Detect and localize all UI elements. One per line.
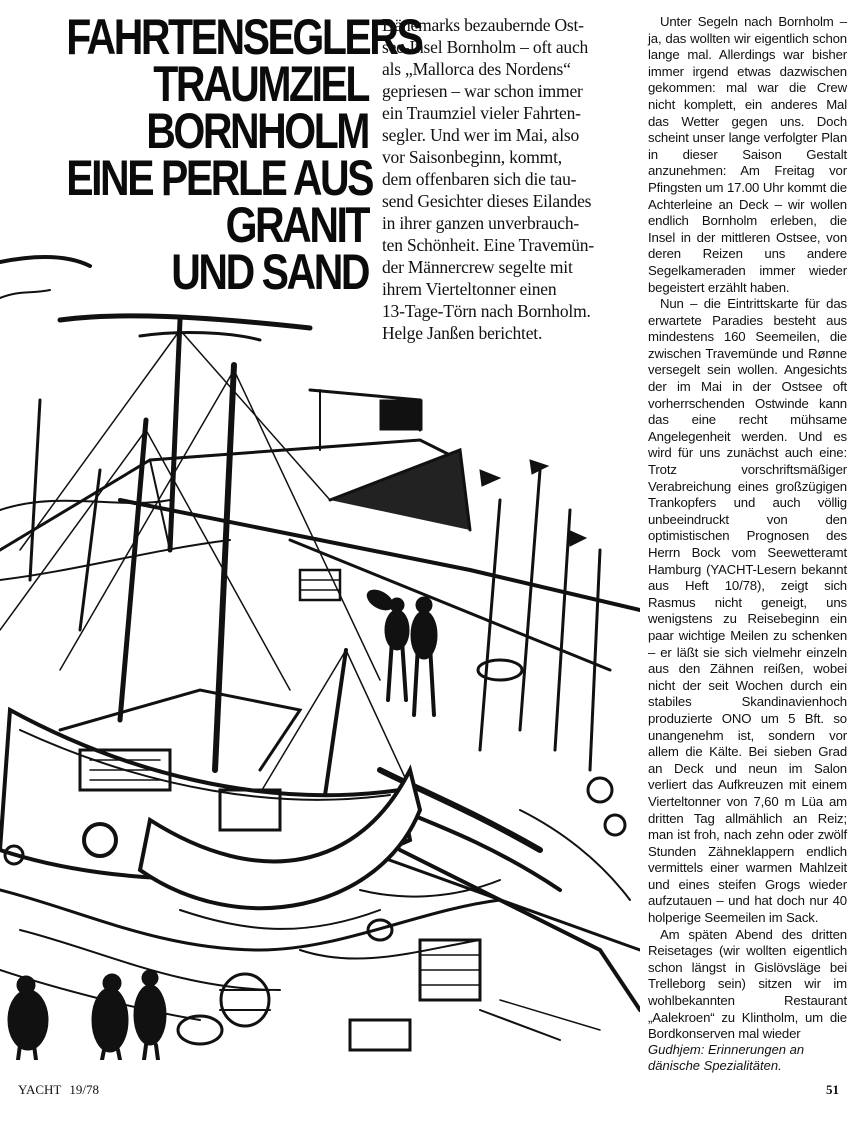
- issue-number: 19/78: [69, 1082, 99, 1097]
- body-paragraph: Unter Segeln nach Bornholm – ja, das wollten wir eigentlich schon lange mal. Allerdings war bisher immer irgend etwas dazwischen gekommen: mal war die Crew nicht komplett, ein anderes Mal das Wetter gegen uns. Doch scheint unser lange verfolgter Plan in dieser Saison Gestalt anzunehmen: Am Freitag vor Pfingsten um 17.00 Uhr kommt die Achterleine an Deck – wir wollen endlich Bornholm erleben, die Insel in der mittleren Ostsee, von deren Reizen uns andere Segelkameraden immer wieder begeistert erzählt haben.: [648, 14, 847, 295]
- magazine-name: YACHT: [18, 1082, 62, 1097]
- headline-line: GRANIT: [225, 197, 368, 253]
- page-number: 51: [826, 1082, 839, 1097]
- article-body: [648, 14, 847, 1043]
- body-paragraph: Am späten Abend des dritten Reisetages (wir wollten eigentlich schon längst in Gislövsläge bei Trelleborg sein) sitzen wir im wohlbekannten Restaurant „Aalekroen“ zu Klintholm, um die Bordkonserven mal wieder: [648, 926, 847, 1042]
- body-paragraph: Nun – die Eintrittskarte für das erwartete Paradies besteht aus mindestens 160 Seemeilen, die zwischen Travemünde und Rønne versegelt sein wollen. Angesichts der im Mai in der Ostsee oft vorherrschenden Ostwinde kann das eine recht mühsame Angelegenheit werden. Und es wird für uns zunächst auch eine: Trotz vorschriftsmäßiger Verabreichung eines großzügigen Trankopfers und auch völlig unbeeindruckt von den optimistischen Prognosen des Herrn Bock vom Seewetteramt Hamburg (YACHT-Lesern bekannt aus Heft 10/78), zeigt sich Rasmus nicht geneigt, uns wenigstens zu Reisebeginn ein paar wichtige Meilen zu schenken – er läßt sie sich vielmehr einzeln aus den Zähnen reißen, wobei nicht der seit Wochen durch ein stabiles Skandinavienhoch produzierte ONO um 5 Bft. so unangenehm ist, sondern vor allem die Kälte. Bei sieben Grad an Deck und neun im Salon verliert das Aufkreuzen mit einem Vierteltonner von 7,60 m Lüa am dritten Tag allmählich an Reiz; man ist froh, nach zehn oder zwölf Stunden Zähneklappern endlich vermittels einer warmen Mahlzeit und eines steifen Grogs wieder aufzutauen – und hat doch nur 40 holperige Seemeilen im Sack.: [648, 296, 847, 926]
- article-intro: Dänemarks bezaubernde Ost- see-Insel Bornholm – oft auch als „Mallorca des Nordens“ gepriesen – war schon immer ein Traumziel vieler Fahrten- segler. Und wer im Mai, also vor Saisonbeginn, kommt, dem offenbaren sich die tau- send Gesichter dieses Eilandes in ihrer ganzen unverbrauch- ten Schönheit. Eine Travemün- der Männercrew segelte mit ihrem Vierteltonner einen 13-Tage-Törn nach Bornholm. Helge Janßen berichtet.: [382, 15, 594, 343]
- headline-line: UND SAND: [171, 244, 368, 300]
- footer-magazine: [18, 1082, 107, 1098]
- headline-line: FAHRTENSEGLERS: [66, 9, 422, 65]
- headline-line: BORNHOLM: [146, 103, 368, 159]
- harbor-illustration: [0, 244, 640, 1060]
- headline-line: TRAUMZIEL: [153, 56, 368, 112]
- image-caption: Gudhjem: Erinnerungen an dänische Spezialitäten.: [648, 1042, 805, 1073]
- headline-line: EINE PERLE AUS: [66, 150, 373, 206]
